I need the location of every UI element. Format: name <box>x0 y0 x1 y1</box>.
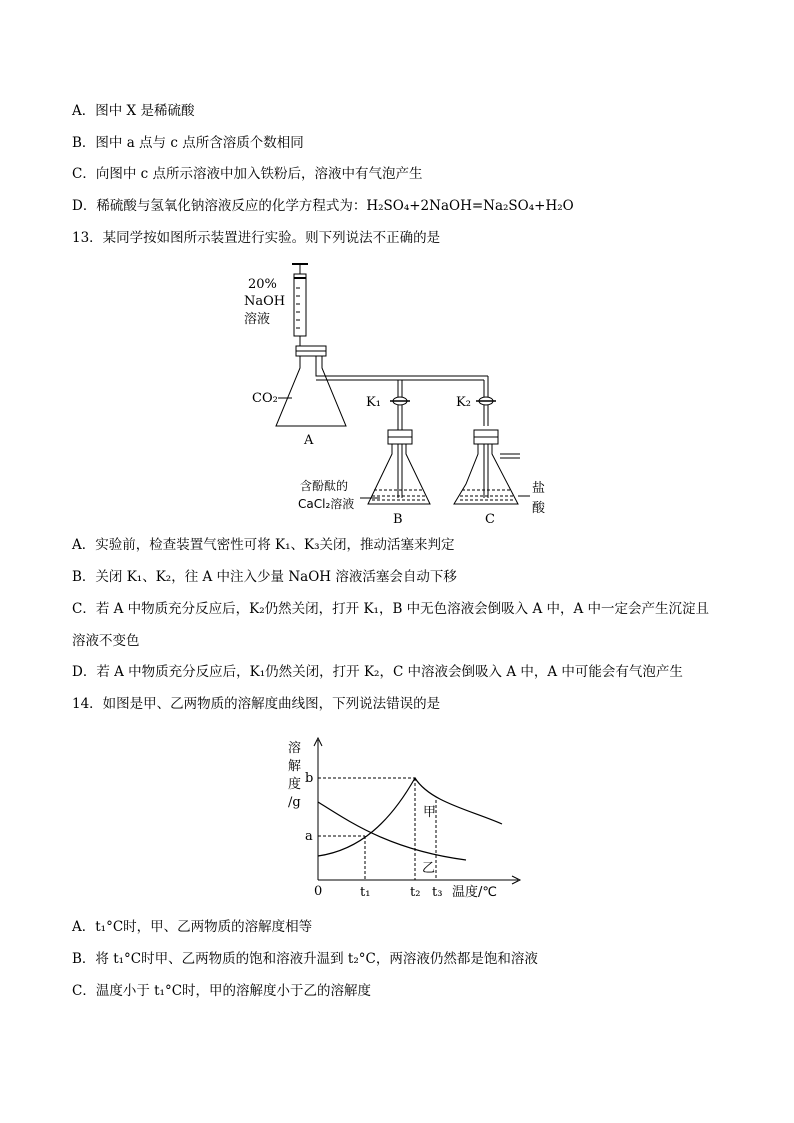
q14-solubility-figure <box>280 732 530 907</box>
y-axis-label-4: /g <box>288 795 301 810</box>
co2-label: CO₂ <box>252 391 278 406</box>
tick-t1: t₁ <box>360 885 371 900</box>
clip-k2-label: K₂ <box>456 395 471 410</box>
tick-b: b <box>305 771 314 786</box>
syringe-label-solution: 溶液 <box>244 312 271 327</box>
tick-t3: t₃ <box>432 885 443 900</box>
flask-b-label: B <box>393 512 403 527</box>
q14-stem: 14．如图是甲、乙两物质的溶解度曲线图，下列说法错误的是 <box>72 696 441 712</box>
flask-b-content-label-2: CaCl₂溶液 <box>298 497 355 511</box>
q13-option-b: B．关闭 K₁、K₂，往 A 中注入少量 NaOH 溶液活塞会自动下移 <box>72 569 457 585</box>
q13-stem: 13．某同学按如图所示装置进行实验。则下列说法不正确的是 <box>72 230 441 246</box>
q13-apparatus-figure <box>230 258 570 530</box>
tick-a: a <box>305 829 313 844</box>
y-axis-label-2: 解 <box>288 759 302 774</box>
curve-yi-label: 乙 <box>422 861 436 876</box>
q13-option-d: D．若 A 中物质充分反应后，K₁仍然关闭，打开 K₂，C 中溶液会倒吸入 A 中，A 中可能会有气泡产生 <box>72 664 683 680</box>
q12-option-d: D．稀硫酸与氢氧化钠溶液反应的化学方程式为：H₂SO₄+2NaOH=Na₂SO₄+H₂O <box>72 198 574 214</box>
clip-k1-label: K₁ <box>366 395 381 410</box>
q13-option-c: C．若 A 中物质充分反应后，K₂仍然关闭，打开 K₁，B 中无色溶液会倒吸入 A 中，A 中一定会产生沉淀且 <box>72 601 710 617</box>
q14-option-a: A．t₁°C时，甲、乙两物质的溶解度相等 <box>72 919 313 935</box>
flask-a-label: A <box>304 433 314 448</box>
tick-t2: t₂ <box>410 885 421 900</box>
syringe-label-naoh: NaOH <box>244 294 286 309</box>
acid-label-1: 盐 <box>532 481 546 496</box>
q12-option-b: B．图中 a 点与 c 点所含溶质个数相同 <box>72 135 304 151</box>
q14-option-c: C．温度小于 t₁°C时，甲的溶解度小于乙的溶解度 <box>72 983 372 999</box>
flask-c-label: C <box>485 512 495 527</box>
syringe-label-concentration: 20% <box>248 277 277 292</box>
x-axis-label: 温度/℃ <box>452 885 497 900</box>
flask-b-content-label-1: 含酚酞的 <box>300 479 349 493</box>
tick-origin: 0 <box>314 884 323 899</box>
q13-option-a: A．实验前，检查装置气密性可将 K₁、K₃关闭，推动活塞来判定 <box>72 537 455 553</box>
y-axis-label-3: 度 <box>288 777 302 792</box>
q14-option-b: B．将 t₁°C时甲、乙两物质的饱和溶液升温到 t₂°C，两溶液仍然都是饱和溶液 <box>72 951 538 967</box>
y-axis-label-1: 溶 <box>288 741 302 756</box>
q12-option-c: C．向图中 c 点所示溶液中加入铁粉后，溶液中有气泡产生 <box>72 166 423 182</box>
curve-jia-label: 甲 <box>423 805 437 820</box>
q13-option-c-cont: 溶液不变色 <box>72 633 140 649</box>
acid-label-2: 酸 <box>532 501 546 516</box>
q12-option-a: A．图中 X 是稀硫酸 <box>72 103 195 119</box>
